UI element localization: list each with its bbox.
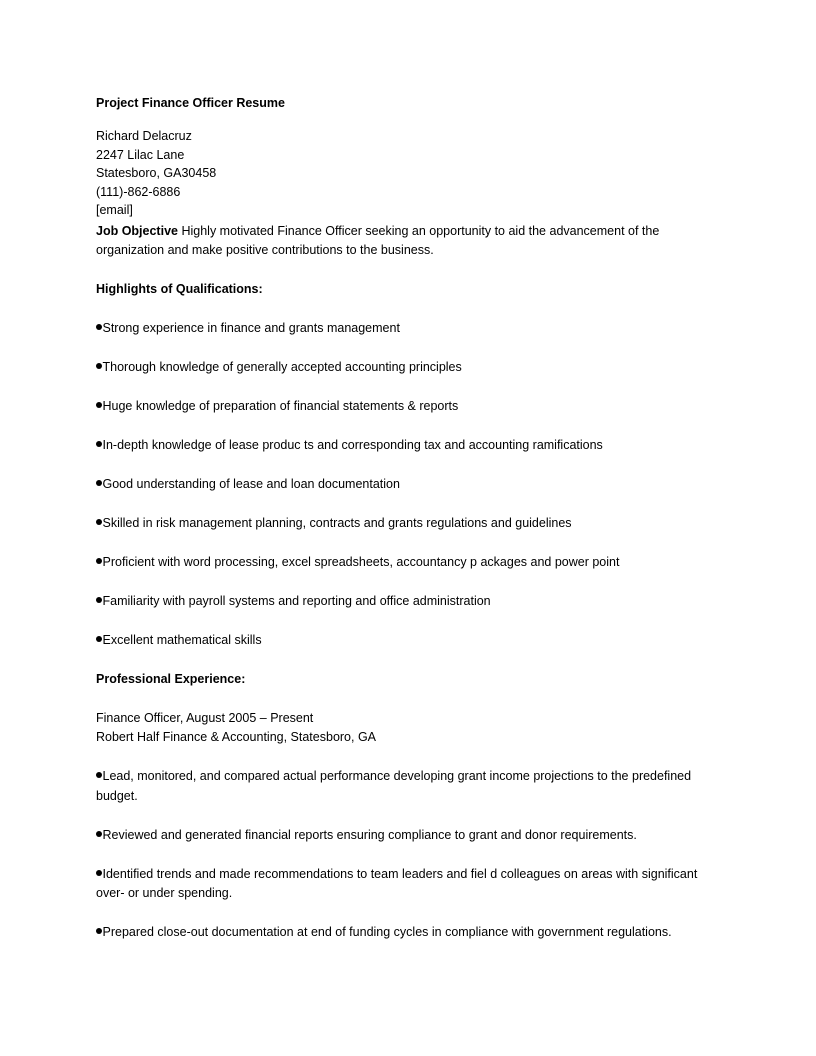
bullet-icon: [96, 772, 102, 778]
experience-text: Lead, monitored, and compared actual performance developing grant income projections to the predefined budget.: [96, 769, 692, 803]
job-objective-label: Job Objective: [96, 223, 178, 238]
list-item: [96, 358, 720, 378]
bullet-icon: [96, 636, 102, 642]
qualifications-list: [96, 319, 720, 651]
qualification-text: In-depth knowledge of lease produc ts and corresponding tax and accounting ramifications: [102, 437, 603, 452]
qualification-text: Familiarity with payroll systems and reporting and office administration: [102, 593, 491, 608]
bullet-icon: [96, 324, 102, 330]
list-item: [96, 436, 720, 456]
list-item: [96, 865, 720, 904]
experience-text: Reviewed and generated financial reports ensuring compliance to grant and donor requirements.: [102, 827, 637, 842]
bullet-icon: [96, 928, 102, 934]
list-item: [96, 923, 720, 943]
list-item: [96, 514, 720, 534]
bullet-icon: [96, 441, 102, 447]
job-objective: [96, 222, 720, 261]
bullet-icon: [96, 363, 102, 369]
list-item: [96, 631, 720, 651]
experience-text: Prepared close-out documentation at end of funding cycles in compliance with government regulations.: [102, 925, 672, 939]
qualification-text: Huge knowledge of preparation of financial statements & reports: [102, 398, 459, 413]
contact-block: [96, 127, 720, 220]
bullet-icon: [96, 558, 102, 564]
qualification-text: Excellent mathematical skills: [102, 632, 262, 647]
qualifications-heading: Highlights of Qualifications:: [96, 281, 263, 296]
list-item: [96, 826, 720, 846]
job-objective-text: Highly motivated Finance Officer seeking an opportunity to aid the advancement of the organization and make positive contributions to the business.: [96, 223, 660, 257]
experience-heading: Professional Experience:: [96, 671, 246, 686]
list-item: [96, 592, 720, 612]
contact-city-state-zip: Statesboro, GA30458: [96, 166, 217, 180]
bullet-icon: [96, 480, 102, 486]
resume-page: [96, 94, 720, 943]
experience-list: [96, 767, 720, 943]
job-employer: Robert Half Finance & Accounting, Statesboro, GA: [96, 730, 377, 744]
contact-address: 2247 Lilac Lane: [96, 147, 185, 162]
qualification-text: Strong experience in finance and grants management: [102, 320, 400, 335]
contact-phone: (111)-862-6886: [96, 184, 181, 199]
bullet-icon: [96, 402, 102, 408]
bullet-icon: [96, 831, 102, 837]
job-header: [96, 709, 720, 748]
qualification-text: Proficient with word processing, excel spreadsheets, accountancy p ackages and power point: [102, 554, 620, 569]
list-item: [96, 397, 720, 417]
bullet-icon: [96, 870, 102, 876]
qualification-text: Good understanding of lease and loan documentation: [102, 476, 400, 491]
qualification-text: Thorough knowledge of generally accepted accounting principles: [102, 359, 462, 374]
list-item: [96, 319, 720, 339]
bullet-icon: [96, 519, 102, 525]
bullet-icon: [96, 597, 102, 603]
job-title: Finance Officer, August 2005 – Present: [96, 710, 314, 725]
contact-email: [email]: [96, 203, 133, 217]
list-item: [96, 475, 720, 495]
qualification-text: Skilled in risk management planning, contracts and grants regulations and guidelines: [102, 515, 572, 530]
document-title: Project Finance Officer Resume: [96, 96, 285, 110]
experience-text: Identified trends and made recommendations to team leaders and fiel d colleagues on areas with significant over- or under spending.: [96, 866, 698, 900]
list-item: [96, 553, 720, 573]
list-item: [96, 767, 720, 806]
contact-name: Richard Delacruz: [96, 129, 192, 143]
